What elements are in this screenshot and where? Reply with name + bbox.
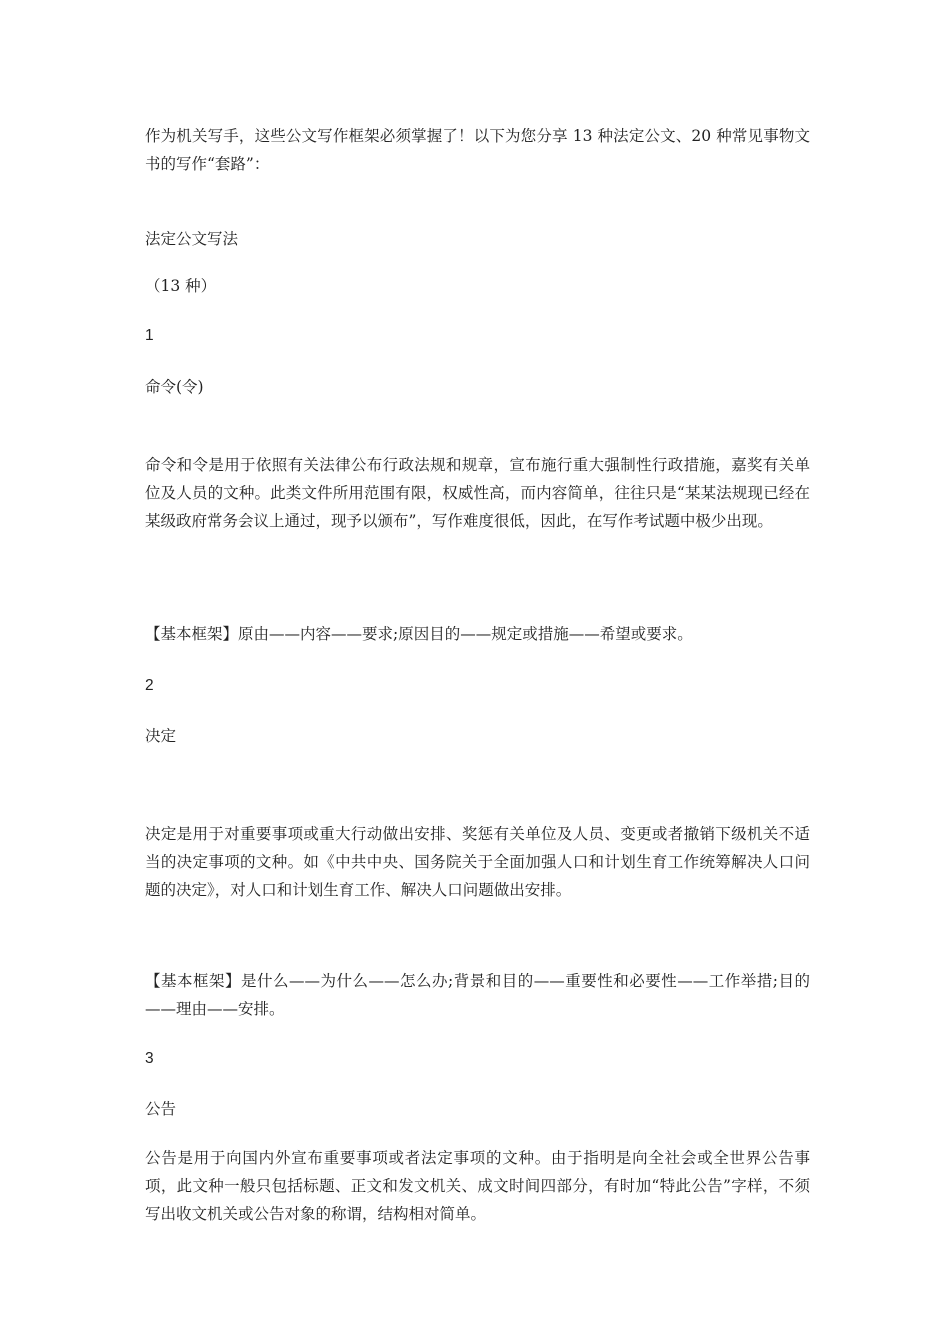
item-body: 决定是用于对重要事项或重大行动做出安排、奖惩有关单位及人员、变更或者撤销下级机关不适当的决定事项的文种。如《中共中央、国务院关于全面加强人口和计划生育工作统筹解决人口问题的决定》，对人口和计划生育工作、解决人口问题做出安排。 — [145, 825, 810, 899]
item-number: 3 — [145, 1050, 154, 1067]
item-body: 命令和令是用于依照有关法律公布行政法规和规章，宣布施行重大强制性行政措施，嘉奖有关单位及人员的文种。此类文件所用范围有限，权威性高，而内容简单，往往只是“某某法规现已经在某级政府常务会议上通过，现予以颁布”，写作难度很低，因此，在写作考试题中极少出现。 — [145, 456, 810, 530]
section-count: （13 种） — [145, 277, 217, 295]
item-framework: 【基本框架】原由——内容——要求;原因目的——规定或措施——希望或要求。 — [145, 625, 693, 643]
item-title: 决定 — [145, 727, 177, 745]
intro-paragraph: 作为机关写手，这些公文写作框架必须掌握了！以下为您分享 13 种法定公文、20 种常见事物文书的写作“套路”： — [145, 127, 810, 173]
item-framework: 【基本框架】是什么——为什么——怎么办;背景和目的——重要性和必要性——工作举措;目的——理由——安排。 — [145, 972, 810, 1018]
item-body: 公告是用于向国内外宣布重要事项或者法定事项的文种。由于指明是向全社会或全世界公告事项，此文种一般只包括标题、正文和发文机关、成文时间四部分，有时加“特此公告”字样，不须写出收文机关或公告对象的称谓，结构相对简单。 — [145, 1149, 810, 1223]
item-title: 公告 — [145, 1100, 177, 1118]
item-title: 命令(令) — [145, 378, 204, 396]
item-number: 2 — [145, 677, 154, 694]
item-number: 1 — [145, 327, 154, 344]
section-title: 法定公文写法 — [145, 230, 239, 248]
